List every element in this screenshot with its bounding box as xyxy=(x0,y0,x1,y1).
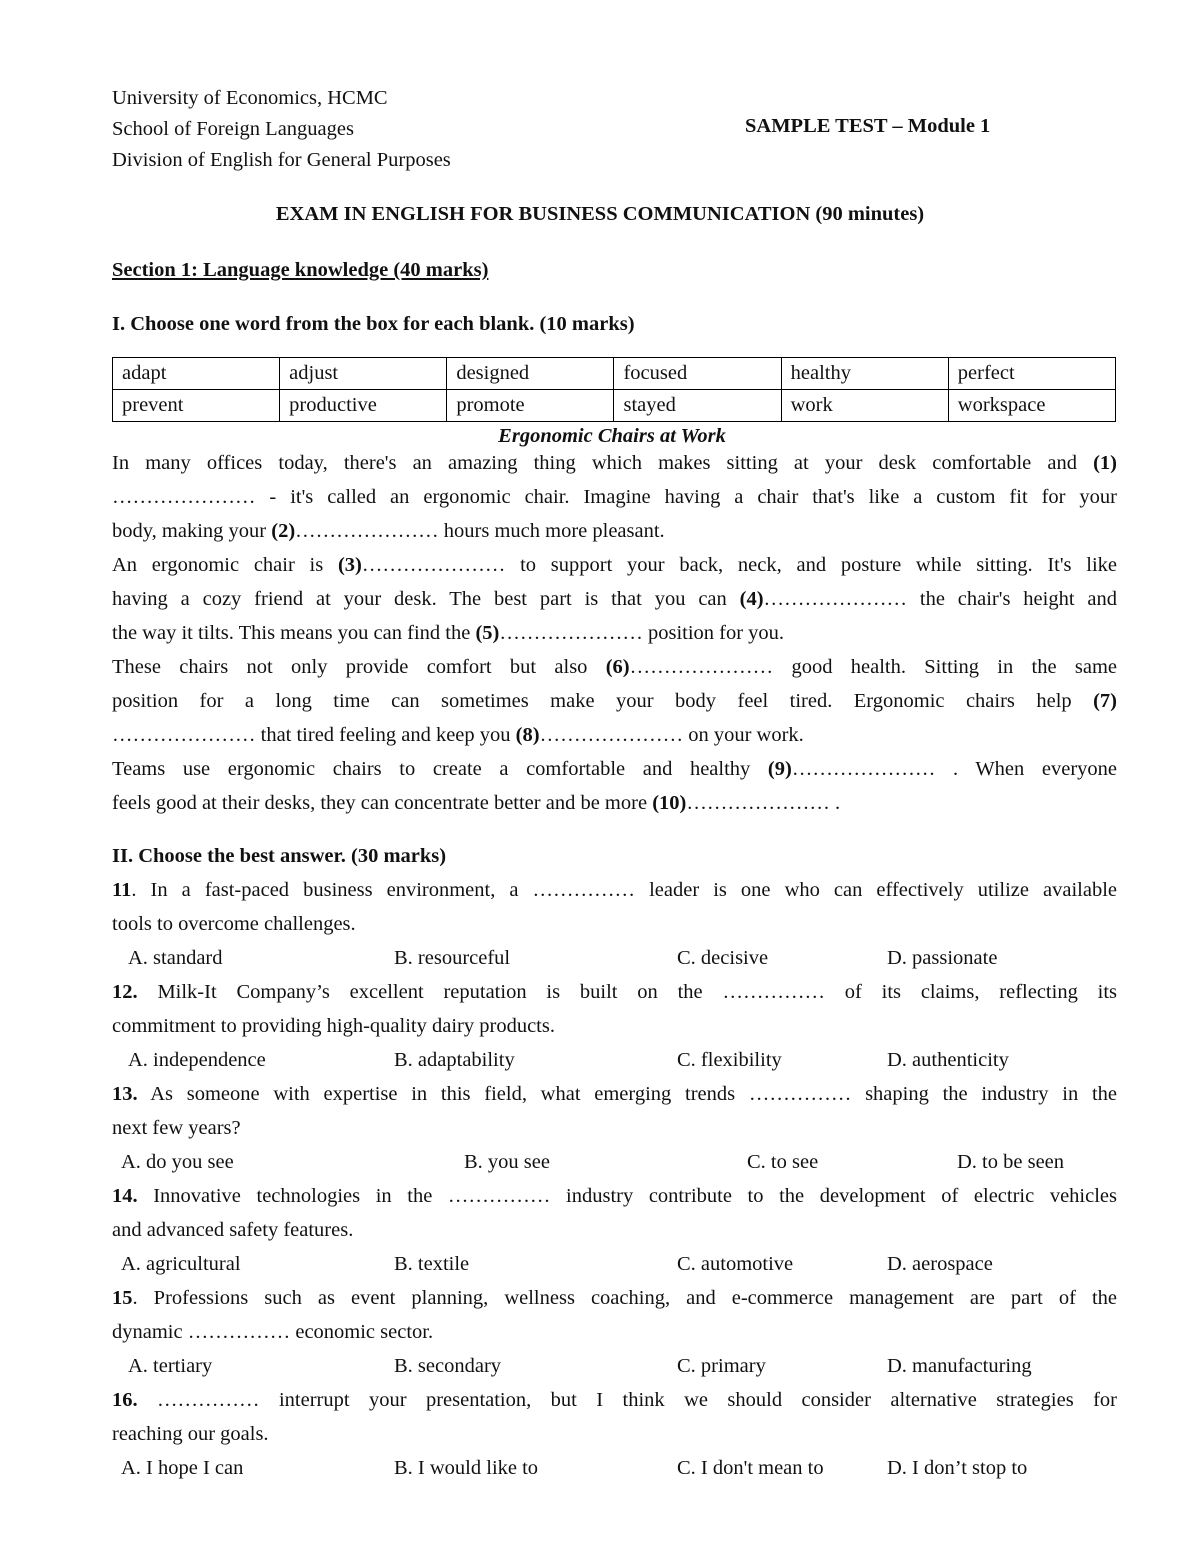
word-cell: adapt xyxy=(113,358,280,390)
option-d[interactable]: D. authenticity xyxy=(887,1049,1009,1071)
word-cell: work xyxy=(781,390,948,422)
question-14 xyxy=(112,1185,1117,1207)
word-cell: promote xyxy=(447,390,614,422)
sample-test-label: SAMPLE TEST – Module 1 xyxy=(745,115,991,137)
passage-line: An ergonomic chair is (3)………………… to support your back, neck, and posture while sitting. It's like xyxy=(112,554,1118,576)
section-heading: Section 1: Language knowledge (40 marks) xyxy=(112,259,489,281)
option-c[interactable]: C. automotive xyxy=(677,1253,794,1275)
passage-title: Ergonomic Chairs at Work xyxy=(498,425,726,447)
word-cell: workspace xyxy=(948,390,1115,422)
option-d[interactable]: D. passionate xyxy=(887,947,998,969)
option-b[interactable]: B. resourceful xyxy=(394,947,511,969)
question-number: 13. xyxy=(112,1083,138,1105)
word-cell: prevent xyxy=(113,390,280,422)
word-cell: focused xyxy=(614,358,781,390)
question-number: 11 xyxy=(112,879,132,901)
question-16 xyxy=(112,1389,1117,1411)
passage-line: position for a long time can sometimes make your body feel tired. Ergonomic chairs help (7) xyxy=(112,690,1117,712)
option-a[interactable]: A. independence xyxy=(128,1049,266,1071)
passage-line: having a cozy friend at your desk. The best part is that you can (4)………………… the chair's height and xyxy=(112,588,1117,610)
word-box-row xyxy=(113,358,1116,390)
question-text-cont: next few years? xyxy=(112,1117,241,1139)
question-text-cont: tools to overcome challenges. xyxy=(112,913,356,935)
school-name: School of Foreign Languages xyxy=(112,118,354,140)
question-text: Innovative technologies in the …………… industry contribute to the development of electric vehicles xyxy=(137,1185,1117,1207)
part2-heading: II. Choose the best answer. (30 marks) xyxy=(112,845,447,867)
question-text: . In a fast-paced business environment, a …………… leader is one who can effectively utilize available xyxy=(131,879,1117,901)
word-cell: healthy xyxy=(781,358,948,390)
question-number: 14. xyxy=(112,1185,138,1207)
option-b[interactable]: B. you see xyxy=(464,1151,550,1173)
division-name: Division of English for General Purposes xyxy=(112,149,451,171)
passage-line: ………………… - it's called an ergonomic chair. Imagine having a chair that's like a custom fit for your xyxy=(112,486,1117,508)
word-cell: perfect xyxy=(948,358,1115,390)
question-text-cont: and advanced safety features. xyxy=(112,1219,354,1241)
question-text-cont: reaching our goals. xyxy=(112,1423,269,1445)
question-13 xyxy=(112,1083,1117,1105)
option-c[interactable]: C. I don't mean to xyxy=(677,1457,824,1479)
question-text: As someone with expertise in this field, what emerging trends …………… shaping the industry in the xyxy=(137,1083,1117,1105)
question-15 xyxy=(112,1287,1117,1309)
option-b[interactable]: B. I would like to xyxy=(394,1457,539,1479)
option-d[interactable]: D. I don’t stop to xyxy=(887,1457,1028,1479)
question-11 xyxy=(112,879,1117,901)
question-text-cont: dynamic …………… economic sector. xyxy=(112,1321,434,1343)
passage-line: ………………… that tired feeling and keep you (8)………………… on your work. xyxy=(112,724,804,746)
passage-line: body, making your (2)………………… hours much more pleasant. xyxy=(112,520,665,542)
option-d[interactable]: D. aerospace xyxy=(887,1253,993,1275)
question-text: Milk-It Company’s excellent reputation is built on the …………… of its claims, reflecting its xyxy=(137,981,1117,1003)
question-number: 12. xyxy=(112,981,138,1003)
question-number: 15 xyxy=(112,1287,133,1309)
option-c[interactable]: C. to see xyxy=(747,1151,819,1173)
option-a[interactable]: A. agricultural xyxy=(121,1253,241,1275)
university-name: University of Economics, HCMC xyxy=(112,87,388,109)
option-a[interactable]: A. I hope I can xyxy=(121,1457,244,1479)
option-c[interactable]: C. flexibility xyxy=(677,1049,782,1071)
question-text: …………… interrupt your presentation, but I think we should consider alternative strategies for xyxy=(137,1389,1117,1411)
option-a[interactable]: A. tertiary xyxy=(128,1355,213,1377)
option-c[interactable]: C. primary xyxy=(677,1355,766,1377)
passage-line: These chairs not only provide comfort but also (6)………………… good health. Sitting in the same xyxy=(112,656,1117,678)
option-b[interactable]: B. adaptability xyxy=(394,1049,515,1071)
option-d[interactable]: D. manufacturing xyxy=(887,1355,1032,1377)
exam-title: EXAM IN ENGLISH FOR BUSINESS COMMUNICATION (90 minutes) xyxy=(275,203,925,225)
word-cell: productive xyxy=(280,390,447,422)
word-box-row xyxy=(113,390,1116,422)
question-number: 16. xyxy=(112,1389,138,1411)
word-box xyxy=(112,357,1116,422)
passage-line: feels good at their desks, they can concentrate better and be more (10)………………… . xyxy=(112,792,841,814)
passage-line: the way it tilts. This means you can find the (5)………………… position for you. xyxy=(112,622,785,644)
word-cell: adjust xyxy=(280,358,447,390)
option-b[interactable]: B. textile xyxy=(394,1253,470,1275)
option-a[interactable]: A. standard xyxy=(128,947,223,969)
word-cell: stayed xyxy=(614,390,781,422)
option-b[interactable]: B. secondary xyxy=(394,1355,502,1377)
passage-line: Teams use ergonomic chairs to create a comfortable and healthy (9)………………… . When everyone xyxy=(112,758,1118,780)
option-d[interactable]: D. to be seen xyxy=(957,1151,1065,1173)
passage-line: In many offices today, there's an amazing thing which makes sitting at your desk comfortable and (1) xyxy=(112,452,1117,474)
question-12 xyxy=(112,981,1117,1003)
word-cell: designed xyxy=(447,358,614,390)
option-a[interactable]: A. do you see xyxy=(121,1151,234,1173)
option-c[interactable]: C. decisive xyxy=(677,947,769,969)
question-text-cont: commitment to providing high-quality dairy products. xyxy=(112,1015,555,1037)
part1-heading: I. Choose one word from the box for each blank. (10 marks) xyxy=(112,313,635,335)
question-text: . Professions such as event planning, wellness coaching, and e-commerce management are part of the xyxy=(132,1287,1117,1309)
